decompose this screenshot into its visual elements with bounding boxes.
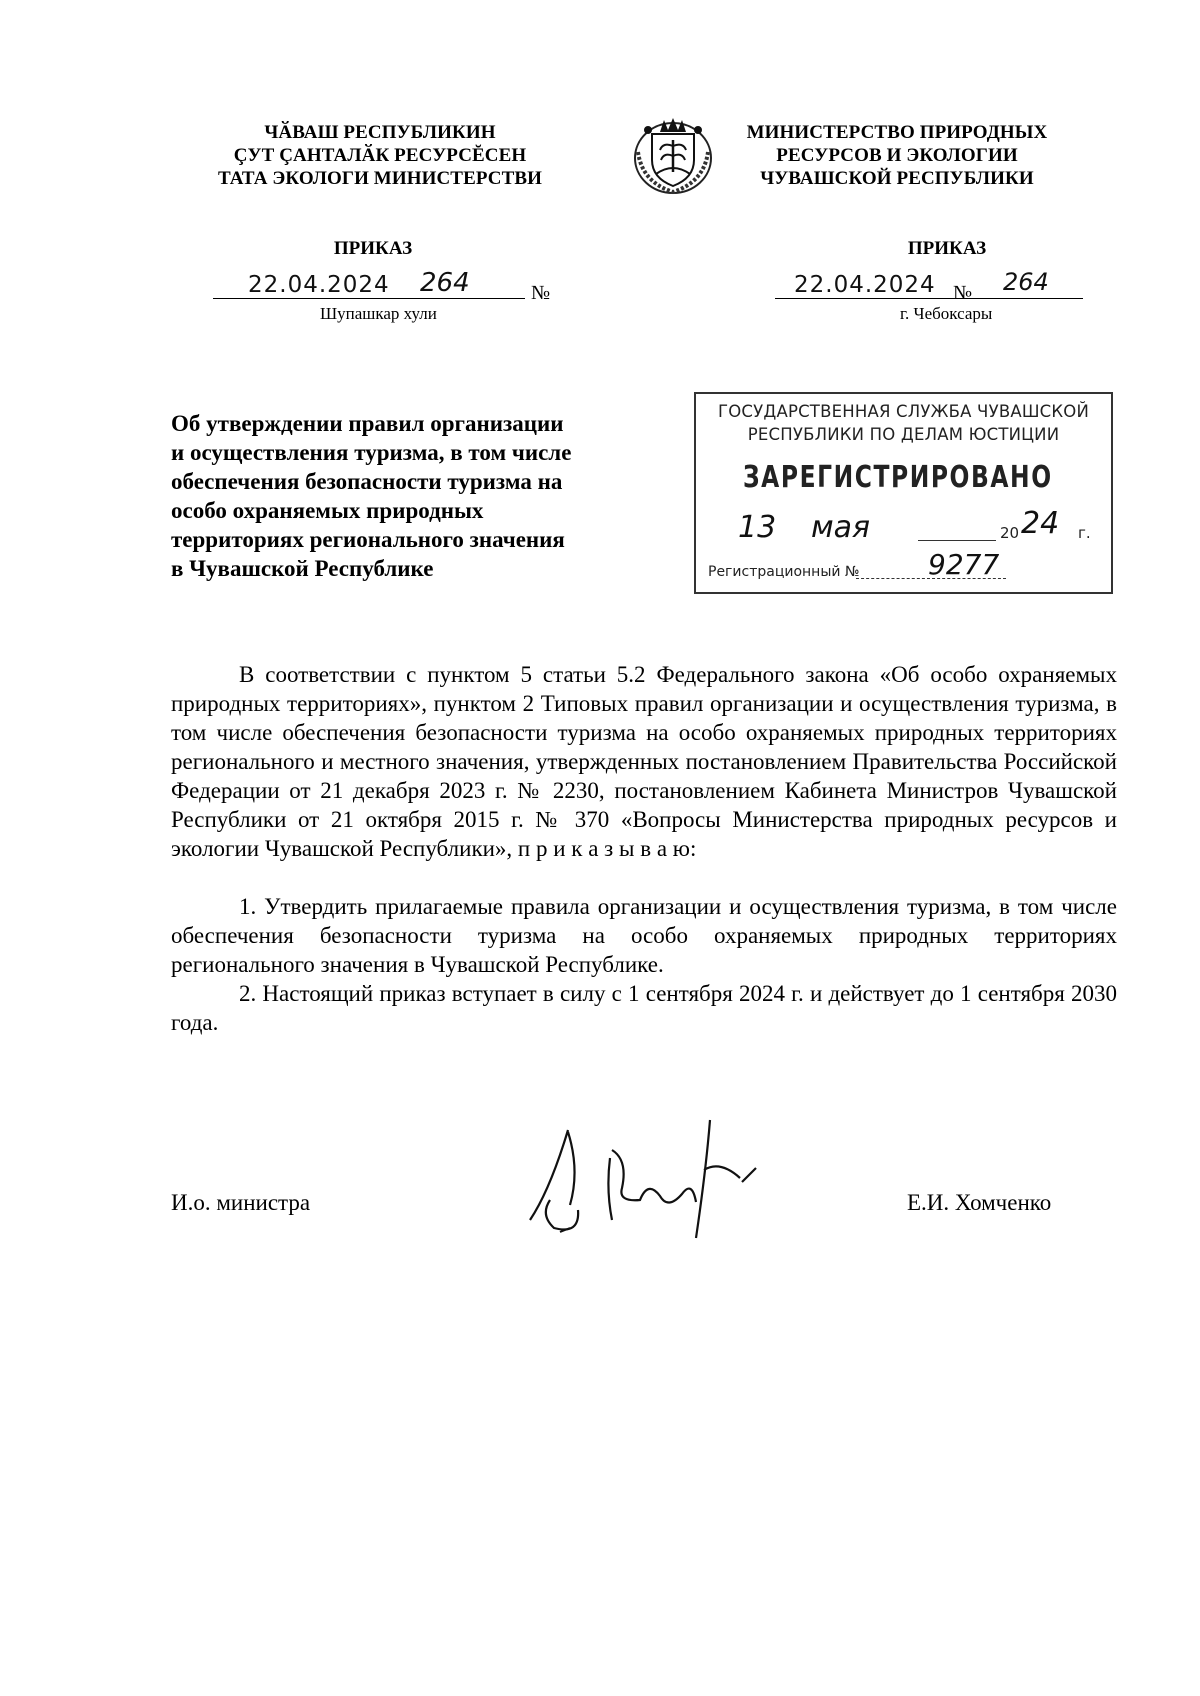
right-date: 22.04.2024 — [794, 272, 936, 298]
stamp-reg-number: 9277 — [928, 548, 1000, 581]
title-line3: обеспечения безопасности туризма на — [171, 469, 563, 494]
title-line6: в Чувашской Республике — [171, 556, 434, 581]
body-item-1: 1. Утвердить прилагаемые правила организации и осуществления туризма, в том числе обеспечения безопасности туризма на особо охраняемых природных территориях регионального значения в Чувашской Республике. — [171, 894, 1117, 977]
registration-stamp — [694, 392, 1113, 594]
stamp-month: мая — [811, 510, 871, 545]
stamp-day: 13 — [738, 510, 777, 545]
right-number-sign: № — [953, 282, 973, 304]
stamp-status: ЗАРЕГИСТРИРОВАНО — [743, 460, 1053, 495]
title-line5: территориях регионального значения — [171, 527, 565, 552]
title-line2: и осуществления туризма, в том числе — [171, 440, 572, 465]
body-preamble: В соответствии с пунктом 5 статьи 5.2 Федерального закона «Об особо охраняемых природных территориях», пунктом 2 Типовых правил организации и осуществления туризма, в том числе обеспечения безопасности туризма на особо охраняемых природных территориях регионального и местного значения, утвержденных постановлением Правительства Российской Федерации от 21 декабря 2023 г. № 2230, постановлением Кабинета Министров Чувашской Республики от 21 октября 2015 г. № 370 «Вопросы Министерства природных ресурсов и экологии Чувашской Республики», п р и к а з ы в а ю: — [171, 662, 1117, 861]
right-order-label: ПРИКАЗ — [907, 238, 987, 259]
right-header-line3: ЧУВАШСКОЙ РЕСПУБЛИКИ — [760, 168, 1034, 189]
stamp-line2: РЕСПУБЛИКИ ПО ДЕЛАМ ЮСТИЦИИ — [747, 425, 1060, 444]
left-header-line1: ЧӐВАШ РЕСПУБЛИКИН — [264, 122, 496, 143]
coat-of-arms-icon — [628, 112, 718, 196]
left-number-sign: № — [531, 282, 551, 304]
handwritten-signature — [510, 1110, 770, 1240]
right-header — [710, 121, 1084, 190]
left-date-underline — [213, 298, 525, 299]
stamp-year-suffix: 24 — [1021, 506, 1060, 541]
right-place: г. Чебоксары — [900, 304, 993, 323]
left-header-line2: ÇУТ ÇАНТАЛӐК РЕСУРСĔСЕН — [233, 145, 527, 166]
stamp-year-unit: г. — [1078, 524, 1091, 542]
stamp-month-underline — [918, 540, 996, 541]
left-header — [203, 121, 557, 190]
signatory-position: И.о. министра — [171, 1190, 311, 1215]
stamp-reg-label: Регистрационный № — [708, 564, 860, 580]
title-line1: Об утверждении правил организации — [171, 411, 564, 436]
signatory-name: Е.И. Хомченко — [907, 1190, 1052, 1215]
left-number: 264 — [420, 268, 470, 298]
document-title — [171, 409, 641, 583]
right-header-line1: МИНИСТЕРСТВО ПРИРОДНЫХ — [746, 122, 1048, 143]
stamp-line1: ГОСУДАРСТВЕННАЯ СЛУЖБА ЧУВАШСКОЙ — [717, 402, 1090, 421]
left-place: Шупашкар хули — [320, 304, 437, 323]
body-item-2: 2. Настоящий приказ вступает в силу с 1 сентября 2024 г. и действует до 1 сентября 2030 года. — [171, 981, 1117, 1035]
left-date: 22.04.2024 — [248, 272, 390, 298]
left-order-label: ПРИКАЗ — [333, 238, 413, 259]
right-date-underline — [775, 298, 1083, 299]
document-body — [171, 660, 1117, 1037]
title-line4: особо охраняемых природных — [171, 498, 484, 523]
left-header-line3: ТАТА ЭКОЛОГИ МИНИСТЕРСТВИ — [217, 168, 543, 189]
right-header-line2: РЕСУРСОВ И ЭКОЛОГИИ — [776, 145, 1018, 166]
stamp-year-prefix: 20 — [1000, 524, 1020, 542]
right-number: 264 — [1003, 268, 1049, 296]
